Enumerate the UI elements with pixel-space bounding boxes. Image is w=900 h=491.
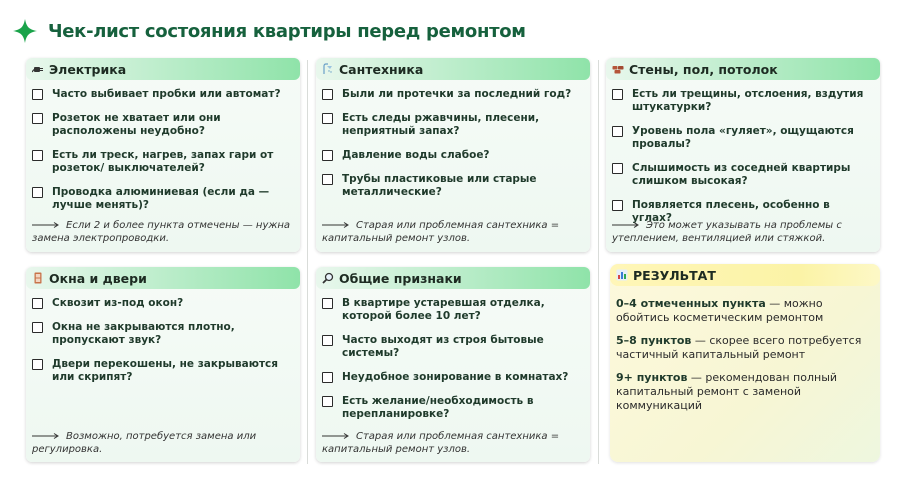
result-line — [616, 334, 870, 362]
result-range: 9+ пунктов — [616, 371, 688, 384]
checkbox[interactable] — [322, 335, 333, 346]
checklist-item — [32, 358, 292, 384]
item-label: Есть желание/необходимость в перепланировке? — [342, 395, 534, 420]
note-text: Старая или проблемная сантехника = капитальный ремонт узлов. — [322, 220, 560, 244]
card-header — [316, 267, 590, 289]
checklist-item — [32, 186, 292, 212]
item-label: Двери перекошены, не закрываются или скрипят? — [52, 358, 279, 383]
result-line — [616, 297, 870, 325]
arrow-right-icon — [322, 432, 350, 440]
result-panel — [610, 264, 880, 462]
sparkle-logo-icon — [12, 18, 38, 44]
magnifier-icon — [322, 272, 334, 284]
card-title: Окна и двери — [49, 270, 147, 286]
item-label: Слышимость из соседней квартиры слишком высокая? — [632, 162, 851, 187]
card-plumbing — [316, 58, 590, 252]
shower-icon — [322, 63, 334, 75]
checkbox[interactable] — [322, 372, 333, 383]
checklist-item — [32, 321, 292, 347]
page-title: Чек-лист состояния квартиры перед ремонтом — [48, 20, 526, 42]
card-title: Стены, пол, потолок — [629, 61, 778, 77]
item-label: Были ли протечки за последний год? — [342, 88, 572, 100]
item-label: Сквозит из-под окон? — [52, 297, 184, 309]
item-label: Есть следы ржавчины, плесени, неприятный запах? — [342, 112, 540, 137]
result-text: — можно обойтись косметическим ремонтом — [616, 297, 824, 324]
checklist-item — [612, 88, 872, 114]
checkbox[interactable] — [322, 89, 333, 100]
arrow-right-icon — [32, 432, 60, 440]
checklist-item — [322, 88, 582, 101]
result-range: 0–4 отмеченных пункта — [616, 297, 766, 310]
item-label: Уровень пола «гуляет», ощущаются провалы? — [632, 125, 854, 150]
result-range: 5–8 пунктов — [616, 334, 692, 347]
item-label: Розеток не хватает или они расположены неудобно? — [52, 112, 221, 137]
checkbox[interactable] — [32, 113, 43, 124]
card-header — [26, 267, 300, 289]
note-text: Старая или проблемная сантехника = капитальный ремонт узлов. — [322, 431, 560, 455]
result-text: — рекомендован полный капитальный ремонт с заменой коммуникаций — [616, 371, 838, 412]
checkbox[interactable] — [612, 126, 623, 137]
card-note — [32, 430, 294, 456]
checkbox[interactable] — [322, 113, 333, 124]
checklist-item — [322, 297, 582, 323]
note-text: Это может указывать на проблемы с утеплением, вентиляцией или стяжкой. — [612, 220, 842, 244]
card-note — [32, 219, 294, 245]
arrow-right-icon — [612, 221, 640, 229]
checkbox[interactable] — [32, 150, 43, 161]
checklist-item — [322, 395, 582, 421]
checkbox[interactable] — [612, 200, 623, 211]
item-label: Окна не закрываются плотно, пропускают звук? — [52, 321, 235, 346]
checklist-item — [32, 88, 292, 101]
column-divider — [598, 60, 599, 464]
checkbox[interactable] — [32, 322, 43, 333]
checkbox[interactable] — [32, 187, 43, 198]
checklist-item — [322, 371, 582, 384]
card-header — [606, 58, 880, 80]
checkbox[interactable] — [612, 163, 623, 174]
card-note — [612, 219, 874, 245]
header — [12, 18, 526, 44]
note-text: Возможно, потребуется замена или регулировка. — [32, 431, 257, 455]
checklist-item — [322, 149, 582, 162]
checkbox[interactable] — [612, 89, 623, 100]
card-title: Сантехника — [339, 61, 424, 77]
plug-icon — [32, 63, 44, 75]
card-walls — [606, 58, 880, 252]
card-header — [316, 58, 590, 80]
item-label: Есть ли треск, нагрев, запах гари от розеток/ выключателей? — [52, 149, 274, 174]
result-line — [616, 371, 870, 413]
checklist-item — [32, 112, 292, 138]
checklist-item — [612, 125, 872, 151]
card-note — [322, 219, 584, 245]
checklist-item — [322, 334, 582, 360]
checklist-item — [32, 297, 292, 310]
column-divider — [307, 60, 308, 464]
arrow-right-icon — [322, 221, 350, 229]
item-label: Часто выбивает пробки или автомат? — [52, 88, 281, 100]
checklist-item — [32, 149, 292, 175]
card-electric — [26, 58, 300, 252]
item-label: Трубы пластиковые или старые металлические? — [342, 173, 537, 198]
card-note — [322, 430, 584, 456]
card-header — [26, 58, 300, 80]
item-label: Часто выходят из строя бытовые системы? — [342, 334, 544, 359]
checklist-item — [612, 162, 872, 188]
checkbox[interactable] — [32, 359, 43, 370]
item-label: Неудобное зонирование в комнатах? — [342, 371, 569, 383]
bar-chart-icon — [616, 269, 628, 281]
card-windows — [26, 267, 300, 462]
item-label: Появляется плесень, особенно в углах? — [632, 199, 830, 224]
card-title: Общие признаки — [339, 270, 462, 286]
checkbox[interactable] — [322, 174, 333, 185]
card-title: Электрика — [49, 61, 127, 77]
item-label: Проводка алюминиевая (если да — лучше менять)? — [52, 186, 270, 211]
checkbox[interactable] — [322, 396, 333, 407]
item-label: В квартире устаревшая отделка, которой более 10 лет? — [342, 297, 545, 322]
checklist-item — [322, 173, 582, 199]
item-label: Есть ли трещины, отслоения, вздутия штукатурки? — [632, 88, 864, 113]
door-icon — [32, 272, 44, 284]
bricks-icon — [612, 63, 624, 75]
checkbox[interactable] — [322, 298, 333, 309]
checkbox[interactable] — [32, 298, 43, 309]
result-text: — скорее всего потребуется частичный капитальный ремонт — [616, 334, 862, 361]
result-header — [610, 264, 880, 286]
arrow-right-icon — [32, 221, 60, 229]
item-label: Давление воды слабое? — [342, 149, 490, 161]
checkbox[interactable] — [32, 89, 43, 100]
checkbox[interactable] — [322, 150, 333, 161]
result-title: РЕЗУЛЬТАТ — [633, 267, 716, 283]
checklist-item — [322, 112, 582, 138]
note-text: Если 2 и более пункта отмечены — нужна замена электропроводки. — [32, 220, 291, 244]
card-general — [316, 267, 590, 462]
